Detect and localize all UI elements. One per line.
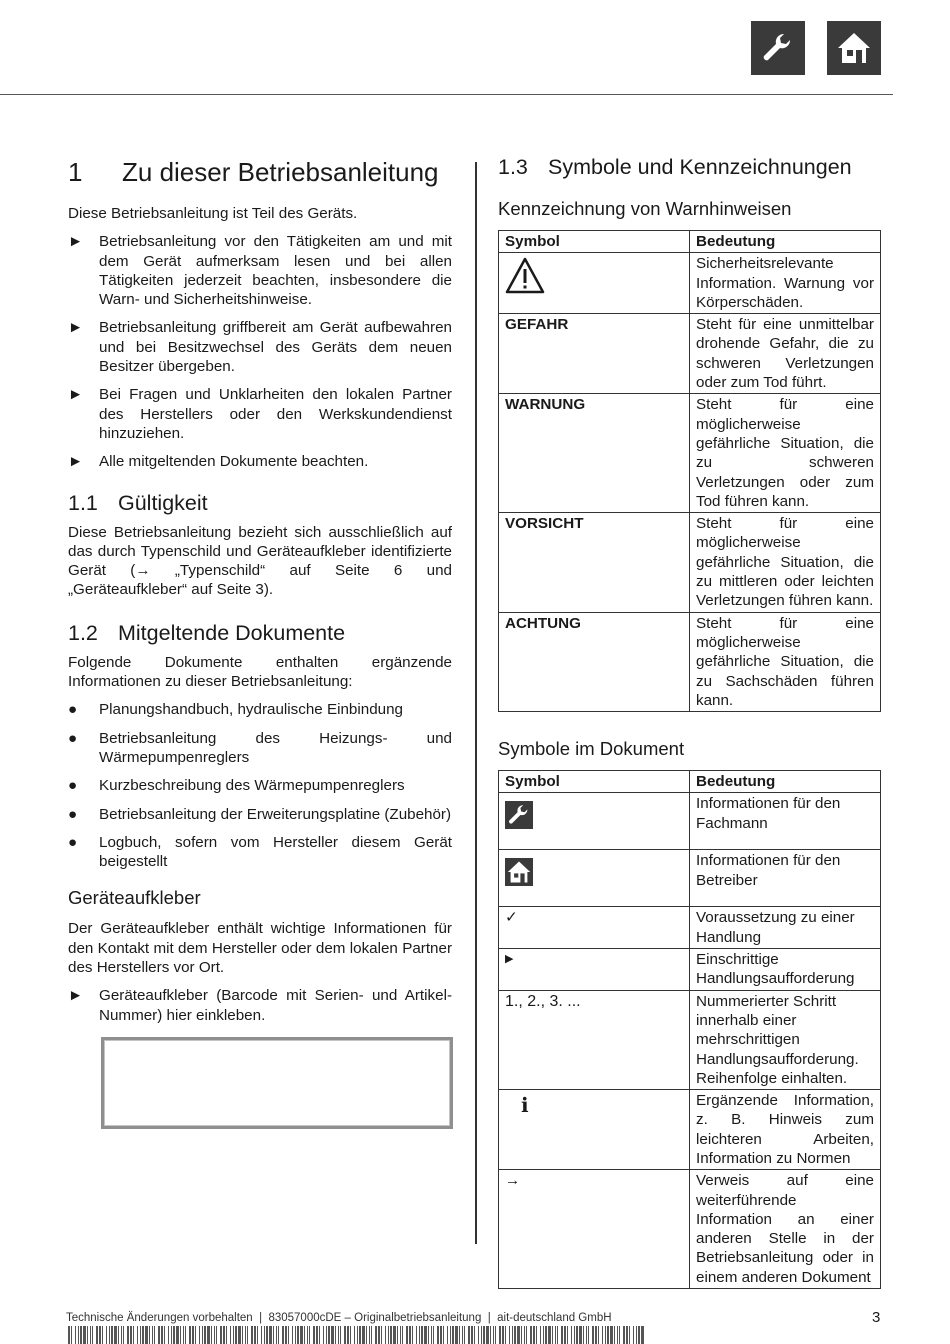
meaning-cell: Steht für eine unmittelbar drohende Gefahr, die zu schweren Verletzungen oder zum Tod führt. <box>690 314 881 394</box>
sticker-instruction-list <box>68 986 452 1025</box>
symbol-cell: GEFAHR <box>499 314 690 394</box>
list-item: ► Alle mitgeltenden Dokumente beachten. <box>68 453 369 471</box>
section-title: Zu dieser Betriebsanleitung <box>122 157 439 187</box>
page-number: 3 <box>872 1309 881 1326</box>
meaning-cell: Nummerierter Schritt innerhalb einer mehrschrittigen Handlungsaufforderung. Reihenfolge einhalten. <box>690 990 881 1089</box>
list-item: ► Betriebsanleitung griffbereit am Gerät aufbewahren und bei Besitzwechsel des Geräts dem neuen Besitzer übergeben. <box>68 319 452 376</box>
barcode-strip <box>68 1326 648 1344</box>
sticker-heading: Geräteaufkleber <box>68 887 201 909</box>
symbol-cell: WARNUNG <box>499 394 690 513</box>
wrench-icon <box>505 801 533 829</box>
dot-bullet-icon: ● <box>68 805 78 823</box>
triangle-right-icon: ▶ <box>499 949 690 991</box>
list-item: ● Logbuch, sofern vom Hersteller diesem Gerät beigestellt <box>68 833 452 871</box>
meaning-cell: Verweis auf eine weiterführende Information an einer anderen Stelle in der Betriebsanleitung oder in einem anderen Dokument <box>690 1170 881 1289</box>
section-1-3-heading <box>498 152 881 182</box>
section-number: 1.1 <box>68 490 98 515</box>
section-number: 1 <box>68 157 83 187</box>
table-row <box>499 1170 881 1289</box>
symbol-cell <box>499 850 690 907</box>
symbol-cell <box>499 253 690 314</box>
list-item: ► Geräteaufkleber (Barcode mit Serien- und Artikel-Nummer) hier einkleben. <box>68 987 452 1024</box>
home-icon <box>505 858 533 886</box>
list-item: ● Betriebsanleitung des Heizungs- und Wärmepumpenreglers <box>68 729 452 766</box>
instruction-list <box>68 232 452 471</box>
meaning-cell: Steht für eine möglicherweise gefährliche Situation, die zu mittleren oder leichten Verletzungen führen kann. <box>690 513 881 612</box>
symbol-cell: 1., 2., 3. ... <box>499 990 690 1089</box>
section-title: Gültigkeit <box>118 490 208 515</box>
table-row <box>499 314 881 394</box>
table-row <box>499 949 881 991</box>
warning-triangle-icon <box>505 256 545 296</box>
list-item: ● Kurzbeschreibung des Wärmepumpenreglers <box>68 777 405 795</box>
symbol-cell <box>499 1090 690 1170</box>
table-header-row <box>499 771 881 793</box>
section-title: Mitgeltende Dokumente <box>118 620 346 645</box>
right-column <box>498 152 881 1289</box>
meaning-cell: Informationen für den Betreiber <box>690 850 881 907</box>
column-header: Symbol <box>499 231 690 253</box>
sticker-placeholder-box <box>101 1037 453 1129</box>
arrow-bullet-icon: ► <box>68 453 84 471</box>
warning-table-title: Kennzeichnung von Warnhinweisen <box>498 198 792 219</box>
arrow-right-icon: → <box>499 1170 690 1289</box>
arrow-bullet-icon: ► <box>68 233 84 251</box>
document-symbols-table <box>498 770 881 1289</box>
symbol-cell: VORSICHT <box>499 513 690 612</box>
meaning-cell: Steht für eine möglicherweise gefährliche Situation, die zu Sachschäden führen kann. <box>690 612 881 711</box>
wrench-icon <box>751 21 805 75</box>
symbol-cell <box>499 793 690 850</box>
warning-table <box>498 230 881 712</box>
symbol-cell: ACHTUNG <box>499 612 690 711</box>
checkmark-icon: ✓ <box>499 907 690 949</box>
list-item: ● Planungshandbuch, hydraulische Einbindung <box>68 701 403 719</box>
section-1-1-heading <box>68 488 452 518</box>
document-symbols-title: Symbole im Dokument <box>498 738 685 760</box>
meaning-cell: Ergänzende Information, z. B. Hinweis zum leichteren Arbeiten, Information zu Normen <box>690 1090 881 1170</box>
dot-bullet-icon: ● <box>68 729 78 747</box>
column-header: Bedeutung <box>690 231 881 253</box>
list-item: ► Bei Fragen und Unklarheiten den lokalen Partner des Herstellers oder den Werkskundendienst hinzuziehen. <box>68 386 452 442</box>
left-column <box>68 152 452 1129</box>
dot-bullet-icon: ● <box>68 777 78 795</box>
table-row <box>499 850 881 907</box>
list-item: ● Betriebsanleitung der Erweiterungsplatine (Zubehör) <box>68 805 452 823</box>
list-item: ► Betriebsanleitung vor den Tätigkeiten am und mit dem Gerät aufmerksam lesen und bei allen Tätigkeiten jederzeit beachten, insbesondere die Warn- und Sicherheitshinweise. <box>68 233 452 309</box>
table-header-row <box>499 231 881 253</box>
meaning-cell: Voraussetzung zu einer Handlung <box>690 907 881 949</box>
table-row <box>499 394 881 513</box>
section-1-2-heading <box>68 618 452 648</box>
header-rule <box>0 94 893 95</box>
section-number: 1.3 <box>498 155 528 179</box>
table-row <box>499 513 881 612</box>
home-icon <box>827 21 881 75</box>
arrow-bullet-icon: ► <box>68 386 84 404</box>
meaning-cell: Steht für eine möglicherweise gefährliche Situation, die zu schweren Verletzungen oder zum Tod führen kann. <box>690 394 881 513</box>
table-row <box>499 990 881 1089</box>
section-1-heading <box>68 152 452 192</box>
validity-text: Diese Betriebsanleitung bezieht sich ausschließlich auf das durch Typenschild und Geräteaufkleber identifizierte Gerät (→ „Typenschild“ auf Seite 6 und „Geräteaufkleber“ auf Seite 3). <box>68 523 452 599</box>
dot-bullet-icon: ● <box>68 833 78 851</box>
table-row <box>499 253 881 314</box>
column-divider <box>475 162 477 1244</box>
intro-text: Diese Betriebsanleitung ist Teil des Geräts. <box>68 205 358 222</box>
column-header: Bedeutung <box>690 771 881 793</box>
meaning-cell: Sicherheitsrelevante Information. Warnung vor Körperschäden. <box>690 253 881 314</box>
table-row <box>499 1090 881 1170</box>
table-row <box>499 612 881 711</box>
info-icon: ℹ <box>521 1093 529 1118</box>
dot-bullet-icon: ● <box>68 701 78 719</box>
documents-intro: Folgende Dokumente enthalten ergänzende Informationen zu dieser Betriebsanleitung: <box>68 653 452 691</box>
table-row <box>499 907 881 949</box>
footer-text: Technische Änderungen vorbehalten | 83057000cDE – Originalbetriebsanleitung | ait-deutschland GmbH <box>66 1312 612 1324</box>
section-title: Symbole und Kennzeichnungen <box>548 155 852 179</box>
sticker-text: Der Geräteaufkleber enthält wichtige Informationen für den Kontakt mit dem Hersteller oder dem lokalen Partner des Herstellers vor Ort. <box>68 920 452 977</box>
arrow-bullet-icon: ► <box>68 319 84 337</box>
barcode-stripe <box>641 1326 644 1344</box>
documents-list <box>68 700 452 871</box>
meaning-cell: Einschrittige Handlungsaufforderung <box>690 949 881 991</box>
section-number: 1.2 <box>68 620 98 645</box>
table-row <box>499 793 881 850</box>
column-header: Symbol <box>499 771 690 793</box>
meaning-cell: Informationen für den Fachmann <box>690 793 881 850</box>
arrow-bullet-icon: ► <box>68 987 84 1005</box>
